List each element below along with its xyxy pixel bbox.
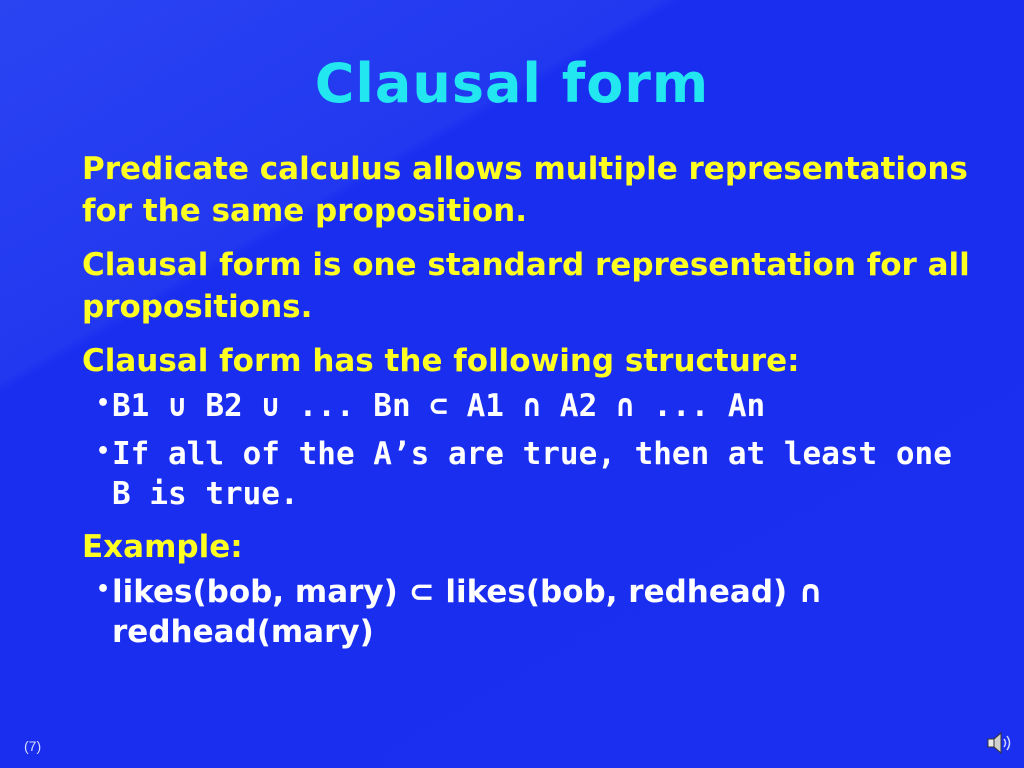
slide-title: Clausal form xyxy=(314,52,710,115)
example-clause: likes(bob, mary) ⊂ likes(bob, redhead) ∩ redhead(mary) xyxy=(112,574,824,650)
paragraph-standard-form: Clausal form is one standard representation for all propositions. xyxy=(82,247,970,325)
example-label: Example: xyxy=(82,529,243,565)
bullet-icon: • xyxy=(96,391,111,416)
page-number: (7) xyxy=(24,738,42,754)
slide-body xyxy=(82,148,982,664)
structure-list xyxy=(96,386,982,514)
clause-meaning: If all of the A’s are true, then at least one B is true. xyxy=(112,436,952,512)
paragraph-representations: Predicate calculus allows multiple representations for the same proposition. xyxy=(82,151,968,229)
speaker-icon[interactable] xyxy=(984,730,1014,756)
paragraph-structure: Clausal form has the following structure: xyxy=(82,343,800,379)
list-item xyxy=(96,386,982,426)
bullet-icon: • xyxy=(96,577,111,602)
bullet-icon: • xyxy=(96,439,111,464)
list-item xyxy=(96,434,982,514)
example-list xyxy=(96,572,982,652)
clause-formula: B1 ∪ B2 ∪ ... Bn ⊂ A1 ∩ A2 ∩ ... An xyxy=(112,388,766,424)
list-item xyxy=(96,572,982,652)
